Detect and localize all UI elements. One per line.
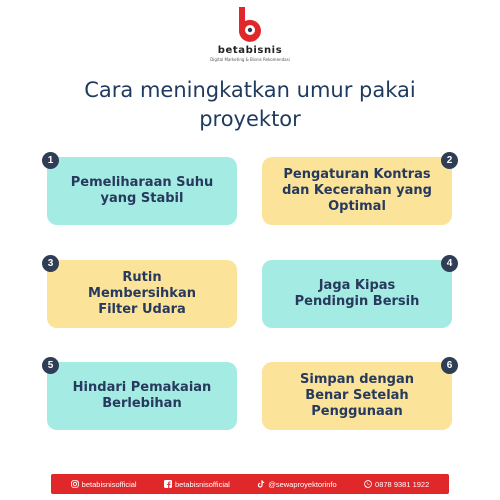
tip-card-4 — [262, 260, 452, 328]
brand-tagline: Digital Marketing & Bisnis Rekomendasi — [210, 57, 290, 62]
tip-card-2 — [262, 157, 452, 225]
footer-facebook[interactable] — [164, 480, 230, 489]
facebook-icon — [164, 480, 172, 488]
footer-tiktok[interactable] — [257, 480, 336, 489]
brand-logo — [0, 6, 500, 62]
tip-text: Rutin Membersihkan Filter Udara — [88, 270, 196, 317]
tip-card-1 — [47, 157, 237, 225]
tip-number-badge: 2 — [441, 152, 458, 169]
tip-text: Hindari Pemakaian Berlebihan — [72, 380, 212, 411]
footer-whatsapp[interactable] — [364, 480, 429, 489]
tip-card-3 — [47, 260, 237, 328]
instagram-handle: betabisnisofficial — [81, 479, 137, 489]
tip-text: Pemeliharaan Suhu yang Stabil — [70, 175, 214, 206]
tip-number-badge: 6 — [441, 357, 458, 374]
tiktok-icon — [257, 480, 265, 488]
logo-mark-icon — [233, 6, 267, 44]
instagram-icon — [71, 480, 79, 488]
social-footer — [51, 474, 449, 494]
tiktok-handle: @sewaproyektorinfo — [268, 479, 337, 489]
tip-number-badge: 5 — [42, 357, 59, 374]
tip-number-badge: 4 — [441, 255, 458, 272]
facebook-handle: betabisnisofficial — [174, 479, 230, 489]
tip-text: Jaga Kipas Pendingin Bersih — [294, 278, 420, 309]
tip-number-badge: 1 — [42, 152, 59, 169]
tip-text: Pengaturan Kontras dan Kecerahan yang Optimal — [282, 167, 432, 214]
tip-card-5 — [47, 362, 237, 430]
tip-card-6 — [262, 362, 452, 430]
whatsapp-icon — [364, 480, 372, 488]
page-title: Cara meningkatkan umur pakai proyektor — [84, 78, 416, 131]
tip-number-badge: 3 — [42, 255, 59, 272]
whatsapp-number: 0878 9381 1922 — [375, 479, 430, 489]
footer-instagram[interactable] — [71, 480, 137, 489]
brand-name: betabisnis — [217, 45, 283, 56]
tip-text: Simpan dengan Benar Setelah Penggunaan — [300, 372, 414, 419]
